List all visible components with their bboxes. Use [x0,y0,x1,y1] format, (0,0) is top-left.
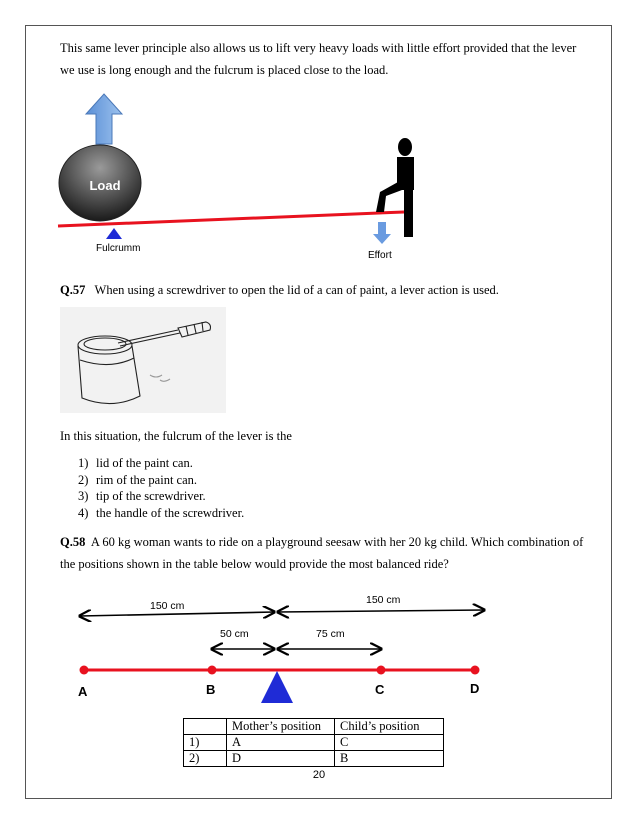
option-item: 3) tip of the screwdriver. [78,489,206,503]
table-header-row: Mother’s position Child’s position [184,719,444,735]
point-label-a: A [78,684,88,699]
inner-label-left: 50 cm [220,628,249,640]
option-item: 4) the handle of the screwdriver. [78,505,245,520]
seesaw-fulcrum [261,671,293,703]
intro-paragraph: This same lever principle also allows us to lift very heavy loads with little effort provided that the lever we use is long enough and the fulcrum is placed close to the load. [60,41,577,77]
point-label-d: D [470,681,480,696]
q57-number: Q.57 [60,283,86,297]
q58-text: A 60 kg woman wants to ride on a playground seesaw with her 20 kg child. Which combination of the positions shown in the table below would provide the most balanced ride? [60,535,584,571]
table-row: 2) D B [184,751,444,767]
point-a-dot [80,666,89,675]
q57-text: When using a screwdriver to open the lid of a can of paint, a lever action is used. [94,283,499,297]
point-d-dot [471,666,480,675]
positions-table [183,718,444,767]
point-label-c: C [375,682,385,697]
inner-label-right: 75 cm [316,628,345,640]
span-arrow-left [80,612,274,616]
page-number: 20 [312,769,326,781]
fulcrum-label: Fulcrumm [96,243,141,254]
table-row: 1) A C [184,735,444,751]
option-item: 1) lid of the paint can. [78,456,193,470]
effort-label: Effort [368,250,392,261]
q58-number: Q.58 [60,535,86,549]
span-label-right: 150 cm [366,594,401,606]
point-label-b: B [206,682,216,697]
load-label: Load [89,178,121,193]
span-arrow-right [278,610,484,612]
point-c-dot [377,666,386,675]
q57-stem: In this situation, the fulcrum of the lever is the [60,429,292,443]
option-item: 2) rim of the paint can. [78,472,198,487]
point-b-dot [208,666,217,675]
span-label-left: 150 cm [150,600,185,612]
